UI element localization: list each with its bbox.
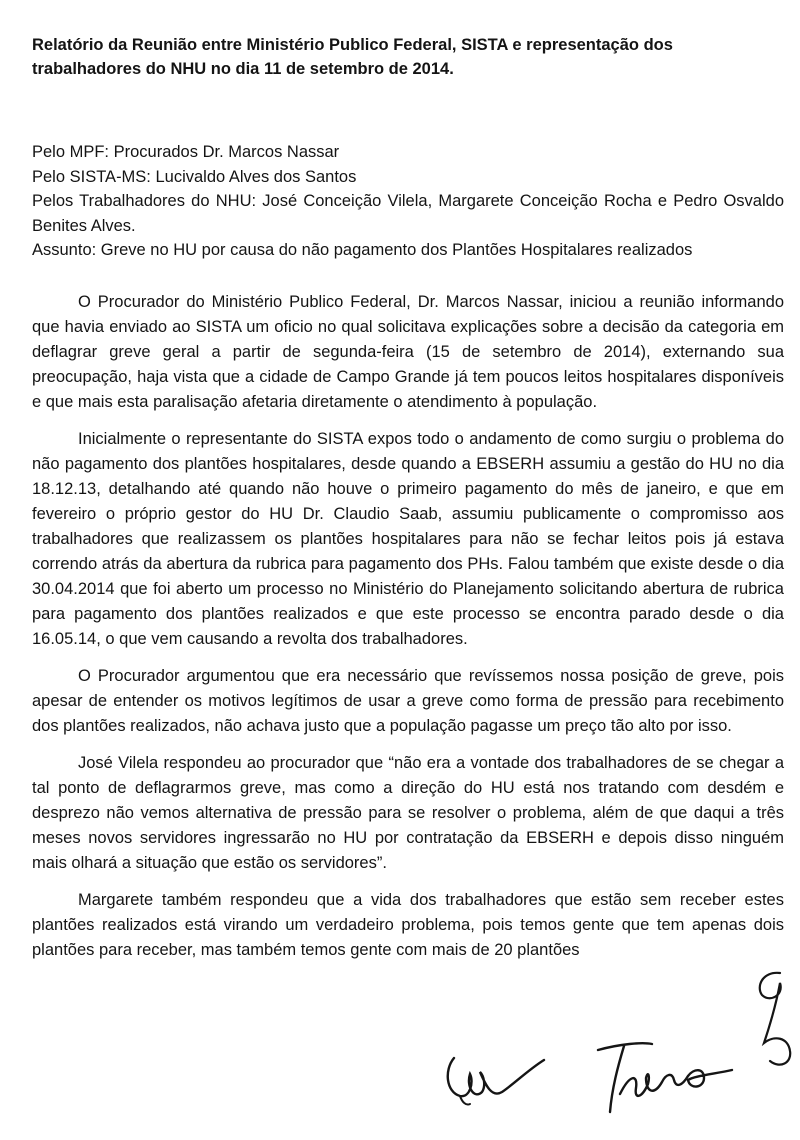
signature-1 [440, 1030, 550, 1110]
document-title: Relatório da Reunião entre Ministério Publico Federal, SISTA e representação dos trabalhadores do NHU no dia 11 de setembro de 2014. [32, 36, 673, 78]
paragraph-2: Inicialmente o representante do SISTA expos todo o andamento de como surgiu o problema do não pagamento dos plantões hospitalares, desde quando a EBSERH assumiu a gestão do HU no dia 18.12.13, detalhando até quando não houve o primeiro pagamento do mês de janeiro, e que em fevereiro o próprio gestor do HU Dr. Claudio Saab, assumiu publicamente o compromisso aos trabalhadores que realizassem os plantões hospitalares para não se fechar leitos pois já estava correndo atrás da abertura da rubrica para pagamento dos PHs. Falou também que existe desde o dia 30.04.2014 que foi aberto um processo no Ministério do Planejamento solicitando abertura de rubrica para pagamento dos plantões realizados e que este processo se encontra parado desde o dia 16.05.14, o que vem causando a revolta dos trabalhadores. [32, 430, 784, 648]
header-subject: Assunto: Greve no HU por causa do não pagamento dos Plantões Hospitalares realizados [32, 241, 693, 259]
paragraph-4: José Vilela respondeu ao procurador que “não era a vontade dos trabalhadores de se chegar a tal ponto de deflagrarmos greve, mas como a direção do HU está nos tratando com desdém e desprezo não vemos alternativa de pressão para se resolver o problema, além de que daqui a três meses novos servidores ingressarão no HU por contratação da EBSERH e depois disso ninguém mais olhará a situação que estão os servidores”. [32, 754, 784, 872]
signature-2 [590, 1030, 740, 1120]
header-mpf: Pelo MPF: Procurados Dr. Marcos Nassar [32, 143, 340, 161]
header-sista: Pelo SISTA-MS: Lucivaldo Alves dos Santos [32, 167, 357, 186]
meeting-header [32, 140, 784, 263]
paragraph-3: O Procurador argumentou que era necessário que revíssemos nossa posição de greve, pois apesar de entender os motivos legítimos de usar a greve como forma de pressão para recebimento dos plantões realizados, não achava justo que a população pagasse um preço tão alto por isso. [32, 667, 784, 735]
paragraph-1: O Procurador do Ministério Publico Federal, Dr. Marcos Nassar, iniciou a reunião informando que havia enviado ao SISTA um oficio no qual solicitava explicações sobre a decisão da categoria em deflagrar greve geral a partir de segunda-feira (15 de setembro de 2014), externando sua preocupação, haja vista que a cidade de Campo Grande já tem poucos leitos hospitalares disponíveis e que mais esta paralisação afetaria diretamente o atendimento à população. [32, 293, 784, 411]
document-body [32, 290, 784, 975]
paragraph-5: Margarete também respondeu que a vida dos trabalhadores que estão sem receber estes plantões realizados está virando um verdadeiro problema, pois temos gente que tem apenas dois plantões para receber, mas também temos gente com mais de 20 plantões [32, 891, 784, 959]
signature-3 [740, 965, 800, 1075]
header-workers: Pelos Trabalhadores do NHU: José Conceição Vilela, Margarete Conceição Rocha e Pedro Osvaldo Benites Alves. [32, 192, 784, 235]
